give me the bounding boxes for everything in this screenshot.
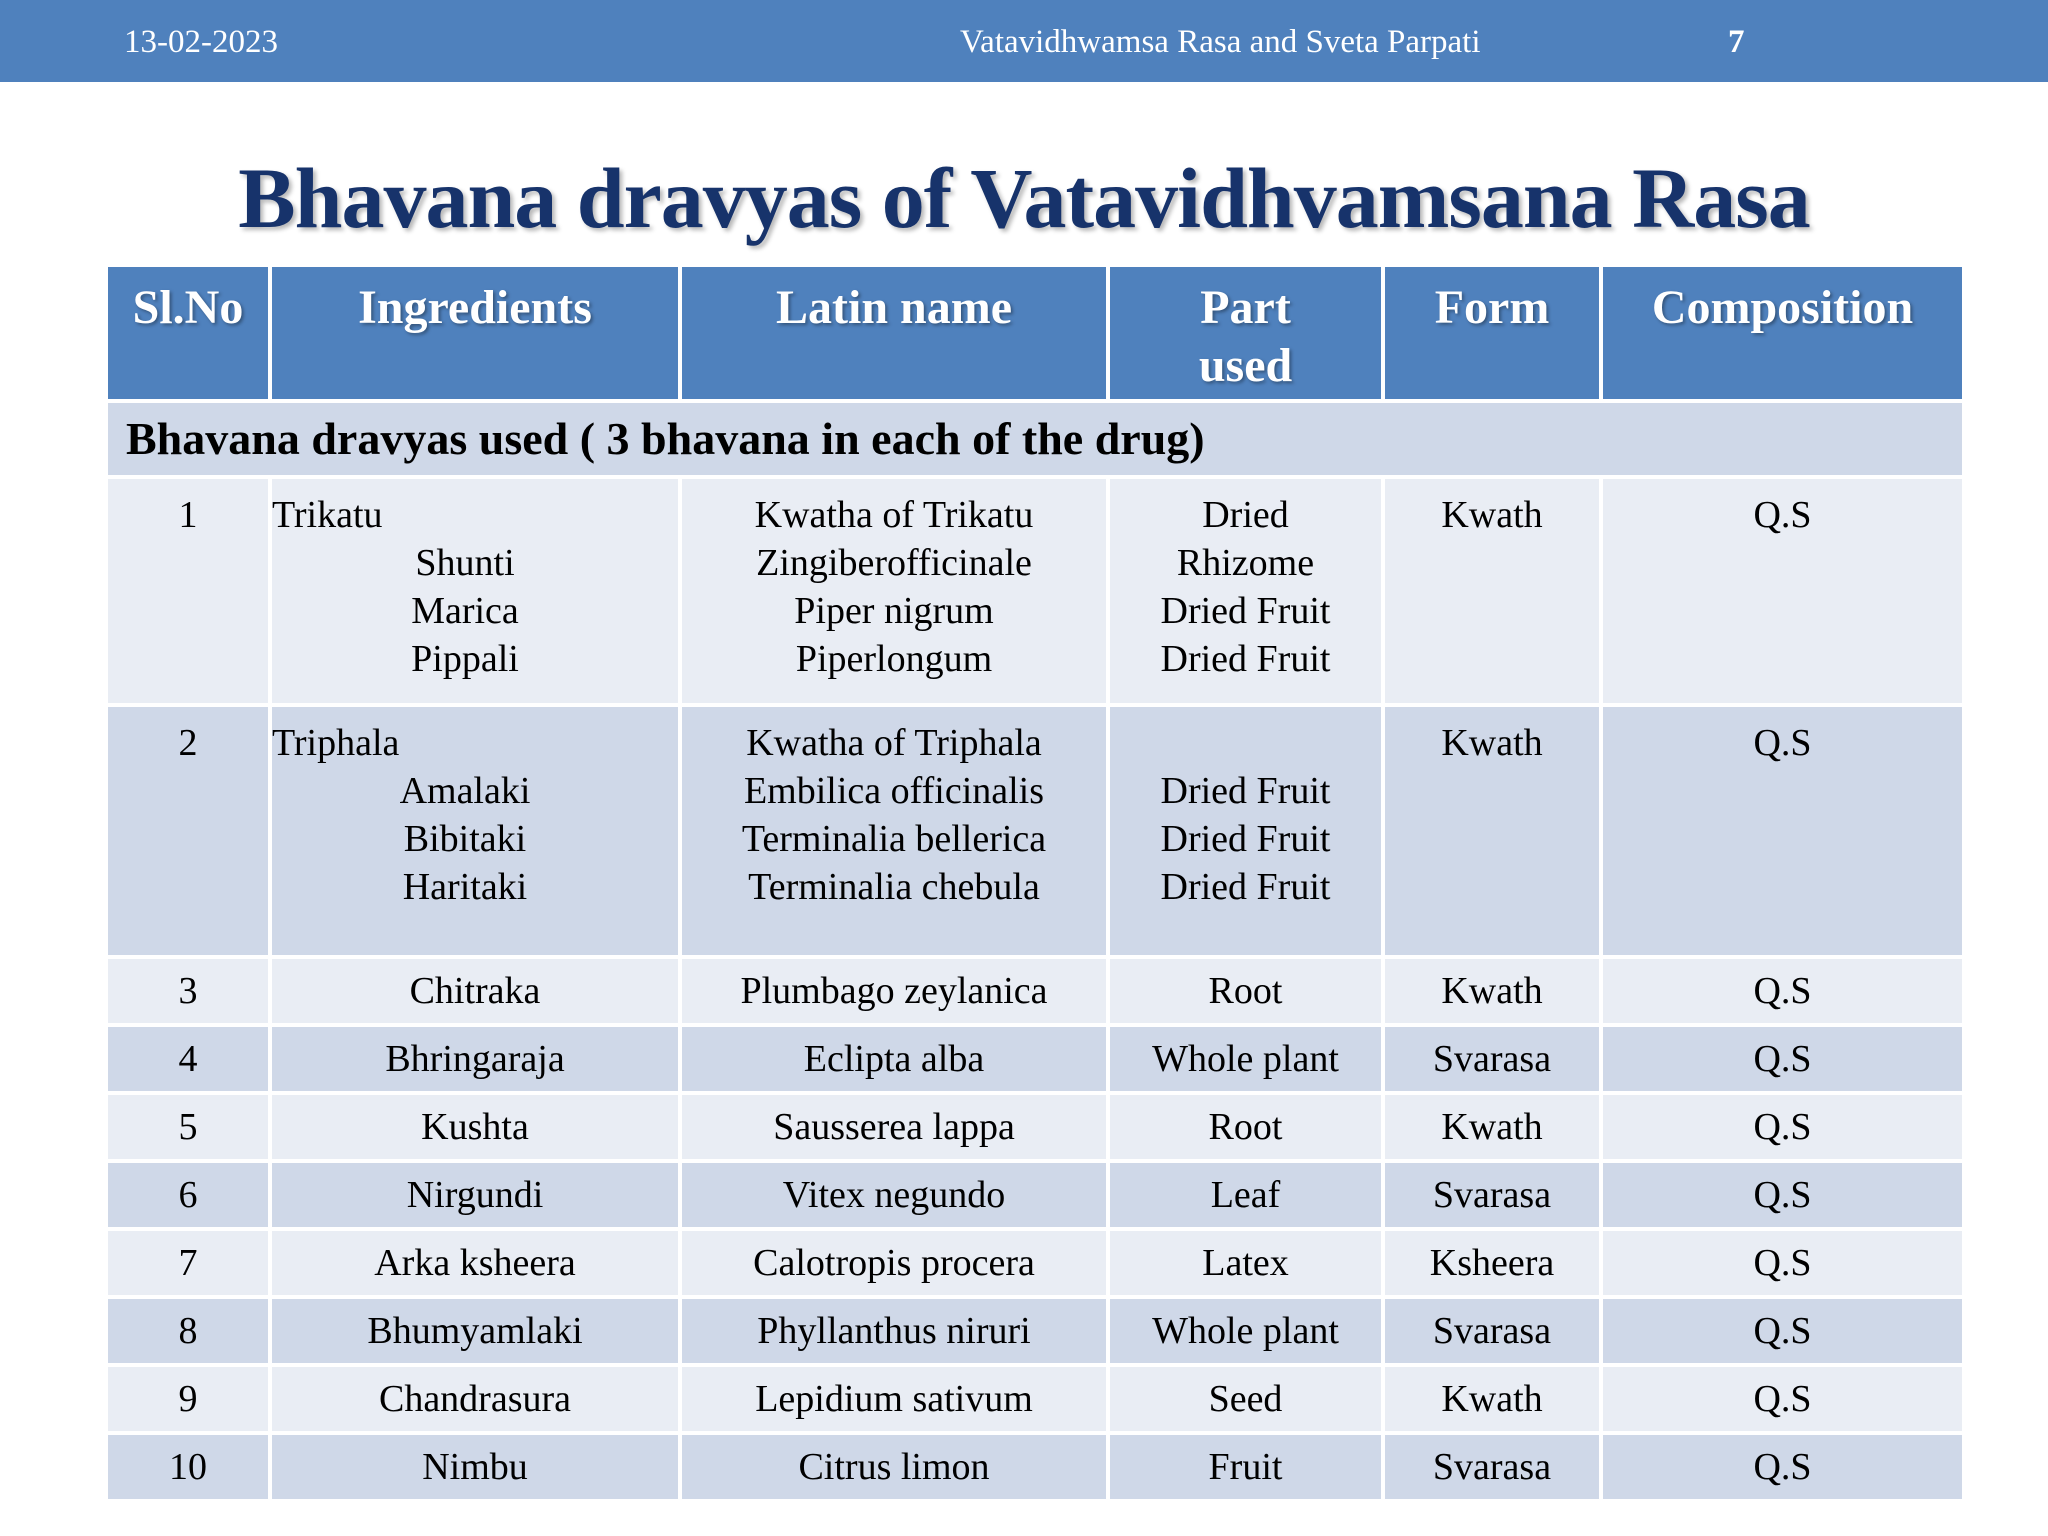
- column-header-composition: Composition: [1601, 265, 1964, 401]
- cell-part-used: Fruit: [1108, 1433, 1383, 1501]
- table-header-row: [106, 265, 1964, 401]
- table-row: [106, 1161, 1964, 1229]
- latin-name-line: Zingiberofficinale: [756, 542, 1032, 584]
- cell-latin-name: Citrus limon: [680, 1433, 1108, 1501]
- cell-sl-no: 1: [106, 477, 270, 705]
- cell-composition: Q.S: [1601, 1365, 1964, 1433]
- cell-part-used: [1108, 477, 1383, 705]
- part-used-line: Rhizome: [1176, 542, 1315, 584]
- latin-name-line: Terminalia chebula: [748, 866, 1040, 908]
- cell-ingredients: Nirgundi: [270, 1161, 680, 1229]
- cell-ingredients: Kushta: [270, 1093, 680, 1161]
- cell-part-used: Leaf: [1108, 1161, 1383, 1229]
- cell-sl-no: 5: [106, 1093, 270, 1161]
- cell-latin-name: Eclipta alba: [680, 1025, 1108, 1093]
- cell-latin-name: [680, 705, 1108, 957]
- table-row: [106, 1025, 1964, 1093]
- cell-latin-name: Phyllanthus niruri: [680, 1297, 1108, 1365]
- cell-part-used: Latex: [1108, 1229, 1383, 1297]
- cell-composition: Q.S: [1601, 1297, 1964, 1365]
- part-used-line: [1110, 719, 1381, 767]
- bhavana-table: [104, 263, 1966, 1503]
- cell-composition: Q.S: [1601, 1025, 1964, 1093]
- cell-form: Kwath: [1383, 957, 1601, 1025]
- cell-part-used: Whole plant: [1108, 1025, 1383, 1093]
- cell-latin-name: Calotropis procera: [680, 1229, 1108, 1297]
- cell-composition: Q.S: [1601, 1433, 1964, 1501]
- latin-name-line: Kwatha of Triphala: [746, 722, 1042, 764]
- cell-form: Svarasa: [1383, 1297, 1601, 1365]
- sub-ingredient: Amalaki: [399, 770, 531, 812]
- cell-part-used: Root: [1108, 957, 1383, 1025]
- cell-composition: Q.S: [1601, 1229, 1964, 1297]
- part-used-line: Dried Fruit: [1160, 866, 1331, 908]
- header-bar: [0, 0, 2048, 82]
- header-date: 13-02-2023: [124, 24, 278, 60]
- cell-composition: Q.S: [1601, 477, 1964, 705]
- cell-ingredients: Nimbu: [270, 1433, 680, 1501]
- table-row: [106, 1229, 1964, 1297]
- cell-form: Svarasa: [1383, 1025, 1601, 1093]
- page-number: 7: [1728, 24, 1745, 60]
- cell-latin-name: Lepidium sativum: [680, 1365, 1108, 1433]
- latin-name-line: Piperlongum: [795, 638, 993, 680]
- cell-composition: Q.S: [1601, 1161, 1964, 1229]
- section-row: [106, 401, 1964, 477]
- cell-latin-name: [680, 477, 1108, 705]
- cell-form: Ksheera: [1383, 1229, 1601, 1297]
- cell-composition: Q.S: [1601, 705, 1964, 957]
- cell-part-used: Whole plant: [1108, 1297, 1383, 1365]
- table-row: [106, 705, 1964, 957]
- cell-ingredients: [270, 477, 680, 705]
- column-header-ingredients: Ingredients: [270, 265, 680, 401]
- sub-ingredient: Haritaki: [402, 866, 528, 908]
- ingredient-group-name: Triphala: [272, 722, 400, 764]
- column-header-sl-no: Sl.No: [106, 265, 270, 401]
- part-used-line: Dried Fruit: [1160, 590, 1331, 632]
- cell-ingredients: Chandrasura: [270, 1365, 680, 1433]
- cell-latin-name: Plumbago zeylanica: [680, 957, 1108, 1025]
- cell-form: Kwath: [1383, 705, 1601, 957]
- cell-composition: Q.S: [1601, 1093, 1964, 1161]
- cell-form: Kwath: [1383, 477, 1601, 705]
- cell-sl-no: 10: [106, 1433, 270, 1501]
- table-row: [106, 1365, 1964, 1433]
- sub-ingredient: Shunti: [415, 542, 515, 584]
- table-row: [106, 1093, 1964, 1161]
- table-row: [106, 957, 1964, 1025]
- latin-name-line: Embilica officinalis: [743, 770, 1045, 812]
- table-row: [106, 477, 1964, 705]
- cell-sl-no: 4: [106, 1025, 270, 1093]
- cell-sl-no: 8: [106, 1297, 270, 1365]
- part-used-line: Dried Fruit: [1160, 638, 1331, 680]
- cell-part-used: Seed: [1108, 1365, 1383, 1433]
- cell-form: Kwath: [1383, 1365, 1601, 1433]
- cell-ingredients: Bhringaraja: [270, 1025, 680, 1093]
- column-header-part-used-label: Part used: [1198, 281, 1293, 392]
- latin-name-line: Piper nigrum: [794, 590, 994, 632]
- slide-title: Bhavana dravyas of Vatavidhvamsana Rasa: [238, 150, 1810, 246]
- cell-part-used: Root: [1108, 1093, 1383, 1161]
- cell-ingredients: Arka ksheera: [270, 1229, 680, 1297]
- ingredient-group-name: Trikatu: [272, 494, 383, 536]
- cell-ingredients: Bhumyamlaki: [270, 1297, 680, 1365]
- column-header-form: Form: [1383, 265, 1601, 401]
- table-row: [106, 1297, 1964, 1365]
- cell-sl-no: 9: [106, 1365, 270, 1433]
- sub-ingredient: Marica: [411, 590, 519, 632]
- cell-sl-no: 2: [106, 705, 270, 957]
- sub-ingredient: Bibitaki: [403, 818, 527, 860]
- column-header-part-used: [1108, 265, 1383, 401]
- cell-ingredients: [270, 705, 680, 957]
- cell-sl-no: 7: [106, 1229, 270, 1297]
- cell-composition: Q.S: [1601, 957, 1964, 1025]
- section-label: Bhavana dravyas used ( 3 bhavana in each of the drug): [106, 401, 1964, 477]
- cell-ingredients: Chitraka: [270, 957, 680, 1025]
- cell-form: Svarasa: [1383, 1161, 1601, 1229]
- cell-part-used: [1108, 705, 1383, 957]
- latin-name-line: Terminalia bellerica: [741, 818, 1047, 860]
- header-title: Vatavidhwamsa Rasa and Sveta Parpati: [960, 24, 1481, 60]
- cell-sl-no: 6: [106, 1161, 270, 1229]
- sub-ingredient: Pippali: [411, 638, 519, 680]
- cell-form: Kwath: [1383, 1093, 1601, 1161]
- cell-form: Svarasa: [1383, 1433, 1601, 1501]
- table-row: [106, 1433, 1964, 1501]
- column-header-latin-name: Latin name: [680, 265, 1108, 401]
- part-used-line: Dried: [1202, 494, 1289, 536]
- cell-latin-name: Sausserea lappa: [680, 1093, 1108, 1161]
- part-used-line: Dried Fruit: [1160, 818, 1331, 860]
- cell-sl-no: 3: [106, 957, 270, 1025]
- part-used-line: Dried Fruit: [1160, 770, 1331, 812]
- latin-name-line: Kwatha of Trikatu: [754, 494, 1034, 536]
- cell-latin-name: Vitex negundo: [680, 1161, 1108, 1229]
